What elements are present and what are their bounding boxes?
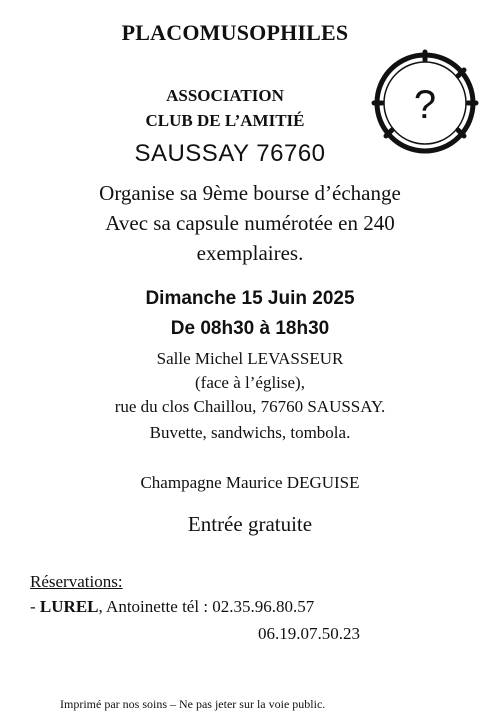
cap-question-mark: ? (413, 83, 437, 127)
association-label: ASSOCIATION (166, 86, 284, 105)
event-date: Dimanche 15 Juin 2025 (145, 288, 355, 309)
phone-1: 02.35.96.80.57 (212, 597, 315, 616)
intro-line-1: Organise sa 9ème bourse d’échange (99, 181, 401, 205)
intro-line-2: Avec sa capsule numérotée en 240 (105, 211, 395, 235)
reservations-label: Réservations: (30, 572, 123, 591)
event-hours: De 08h30 à 18h30 (170, 318, 330, 339)
phone-2: 06.19.07.50.23 (258, 624, 360, 643)
venue-amenities: Buvette, sandwichs, tombola. (149, 423, 351, 442)
contact-prefix: - (30, 597, 40, 616)
page-title: PLACOMUSOPHILES (121, 20, 349, 45)
venue-name: Salle Michel LEVASSEUR (156, 349, 344, 368)
venue-landmark: (face à l’église), (195, 373, 305, 392)
reservation-contact (30, 597, 314, 617)
intro-line-3: exemplaires. (196, 241, 304, 265)
entry-free: Entrée gratuite (187, 512, 313, 536)
footer-note: Imprimé par nos soins – Ne pas jeter sur la voie public. (60, 697, 326, 711)
contact-details: , Antoinette tél : (98, 597, 213, 616)
city-heading: SAUSSAY 76760 (134, 140, 326, 167)
club-name: CLUB DE L’AMITIÉ (145, 111, 305, 130)
sponsor: Champagne Maurice DEGUISE (140, 473, 360, 492)
venue-address: rue du clos Chaillou, 76760 SAUSSAY. (114, 397, 386, 416)
contact-name: LUREL (39, 597, 99, 616)
